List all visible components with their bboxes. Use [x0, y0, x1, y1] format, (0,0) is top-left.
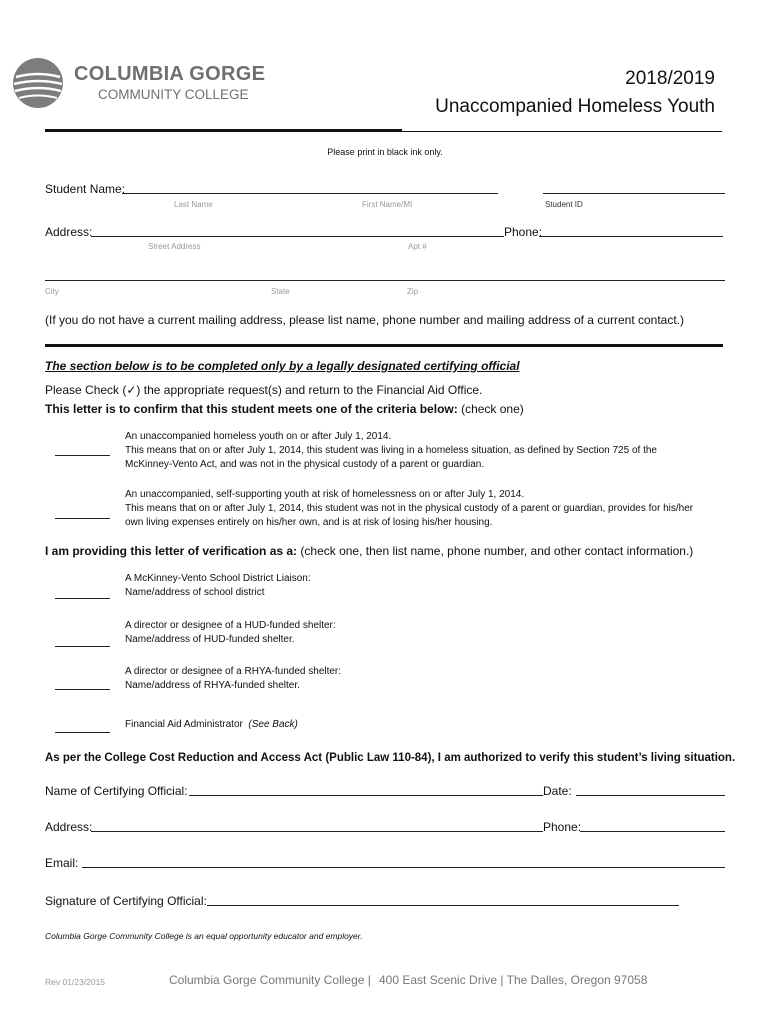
- official-phone-field[interactable]: [580, 831, 725, 832]
- contact-note: (If you do not have a current mailing address, please list name, phone number and mailing address of a current contact.): [45, 313, 685, 327]
- criteria-intro-rest: (check one): [457, 402, 524, 416]
- email-field[interactable]: [82, 867, 725, 868]
- college-name-line2: COMMUNITY COLLEGE: [98, 87, 249, 102]
- role-checkbox-financial-aid[interactable]: [55, 732, 110, 733]
- signature-label: Signature of Certifying Official:: [45, 894, 207, 908]
- phone-field[interactable]: [539, 236, 723, 237]
- revision-date: Rev 01/23/2015: [45, 977, 106, 987]
- date-field[interactable]: [576, 795, 725, 796]
- verification-intro: [45, 544, 693, 558]
- official-address-field[interactable]: [91, 831, 543, 832]
- criterion-2-line2: This means that on or after July 1, 2014, this student was not in the physical custody of a parent or guardian, provides for his/her: [125, 503, 694, 514]
- criteria-intro-bold: This letter is to confirm that this student meets one of the criteria below:: [45, 402, 458, 416]
- official-section-heading: The section below is to be completed only by a legally designated certifying official: [45, 359, 520, 373]
- role-checkbox-hud[interactable]: [55, 646, 110, 647]
- criterion-checkbox-2[interactable]: [55, 518, 110, 519]
- eeo-statement: Columbia Gorge Community College is an equal opportunity educator and employer.: [45, 931, 363, 941]
- check-instructions: Please Check (✓) the appropriate request(s) and return to the Financial Aid Office.: [45, 383, 483, 397]
- role-rhya-text: [125, 665, 341, 693]
- criterion-2-line3: own living expenses entirely on his/her own, and is at risk of losing his/her housing.: [125, 517, 493, 528]
- official-name-label: Name of Certifying Official:: [45, 784, 188, 798]
- student-name-label: Student Name:: [45, 182, 126, 196]
- footer-college: Columbia Gorge Community College |: [169, 973, 371, 987]
- last-name-caption: Last Name: [174, 200, 213, 209]
- zip-caption: Zip: [407, 287, 419, 296]
- criterion-1-line1: An unaccompanied homeless youth on or after July 1, 2014.: [125, 431, 392, 442]
- street-caption: Street Address: [148, 242, 201, 251]
- role-hud-line2: Name/address of HUD-funded shelter.: [125, 634, 295, 645]
- role-financial-aid-see-back: (See Back): [248, 719, 298, 730]
- role-financial-aid-text: [125, 718, 298, 732]
- student-id-field[interactable]: [543, 193, 725, 194]
- city-caption: City: [45, 287, 59, 296]
- official-phone-label: Phone:: [543, 820, 582, 834]
- section-divider: [45, 344, 723, 347]
- print-instructions: Please print in black ink only.: [327, 147, 443, 157]
- official-address-label: Address:: [45, 820, 93, 834]
- role-rhya-line1: A director or designee of a RHYA-funded shelter:: [125, 666, 342, 677]
- verification-intro-bold: I am providing this letter of verification as a:: [45, 544, 298, 558]
- role-checkbox-rhya[interactable]: [55, 689, 110, 690]
- college-name-line1: COLUMBIA GORGE: [74, 63, 266, 85]
- role-liaison-line1: A McKinney-Vento School District Liaison:: [125, 573, 311, 584]
- first-name-caption: First Name/MI: [362, 200, 413, 209]
- email-label: Email:: [45, 856, 79, 870]
- verification-intro-rest: (check one, then list name, phone number, and other contact information.): [297, 544, 694, 558]
- apt-caption: Apt #: [408, 242, 427, 251]
- role-liaison-line2: Name/address of school district: [125, 587, 265, 598]
- college-logo: [12, 57, 282, 109]
- role-financial-aid-line1: Financial Aid Administrator: [125, 719, 243, 730]
- address-label: Address:: [45, 225, 93, 239]
- signature-field[interactable]: [207, 905, 679, 906]
- authority-statement: As per the College Cost Reduction and Access Act (Public Law 110-84), I am authorized to verify this student’s living situation.: [45, 752, 736, 764]
- criterion-1-text: [125, 430, 657, 472]
- criterion-checkbox-1[interactable]: [55, 455, 110, 456]
- address-field[interactable]: [91, 236, 504, 237]
- form-title: Unaccompanied Homeless Youth: [435, 96, 715, 117]
- state-caption: State: [271, 287, 290, 296]
- role-hud-line1: A director or designee of a HUD-funded shelter:: [125, 620, 336, 631]
- role-liaison-text: [125, 572, 311, 600]
- criterion-2-text: [125, 488, 693, 530]
- student-id-caption: Student ID: [545, 200, 583, 209]
- form-year: 2018/2019: [625, 68, 715, 89]
- criteria-intro: [45, 402, 524, 416]
- role-rhya-line2: Name/address of RHYA-funded shelter.: [125, 680, 300, 691]
- criterion-2-line1: An unaccompanied, self-supporting youth at risk of homelessness on or after July 1, 2014.: [125, 489, 525, 500]
- city-state-zip-field[interactable]: [45, 280, 725, 281]
- role-hud-text: [125, 619, 336, 647]
- phone-label: Phone:: [504, 225, 543, 239]
- college-seal-icon: [12, 57, 64, 109]
- criterion-1-line2: This means that on or after July 1, 2014, this student was living in a homeless situation, as defined by Section 725 of the: [125, 445, 657, 456]
- official-name-field[interactable]: [189, 795, 543, 796]
- date-label: Date:: [543, 784, 572, 798]
- header-divider-thin: [402, 131, 722, 132]
- student-name-field[interactable]: [122, 193, 498, 194]
- role-checkbox-liaison[interactable]: [55, 598, 110, 599]
- criterion-1-line3: McKinney-Vento Act, and was not in the physical custody of a parent or guardian.: [125, 459, 485, 470]
- footer-address: 400 East Scenic Drive | The Dalles, Oregon 97058: [379, 973, 648, 987]
- header-divider: [45, 129, 402, 132]
